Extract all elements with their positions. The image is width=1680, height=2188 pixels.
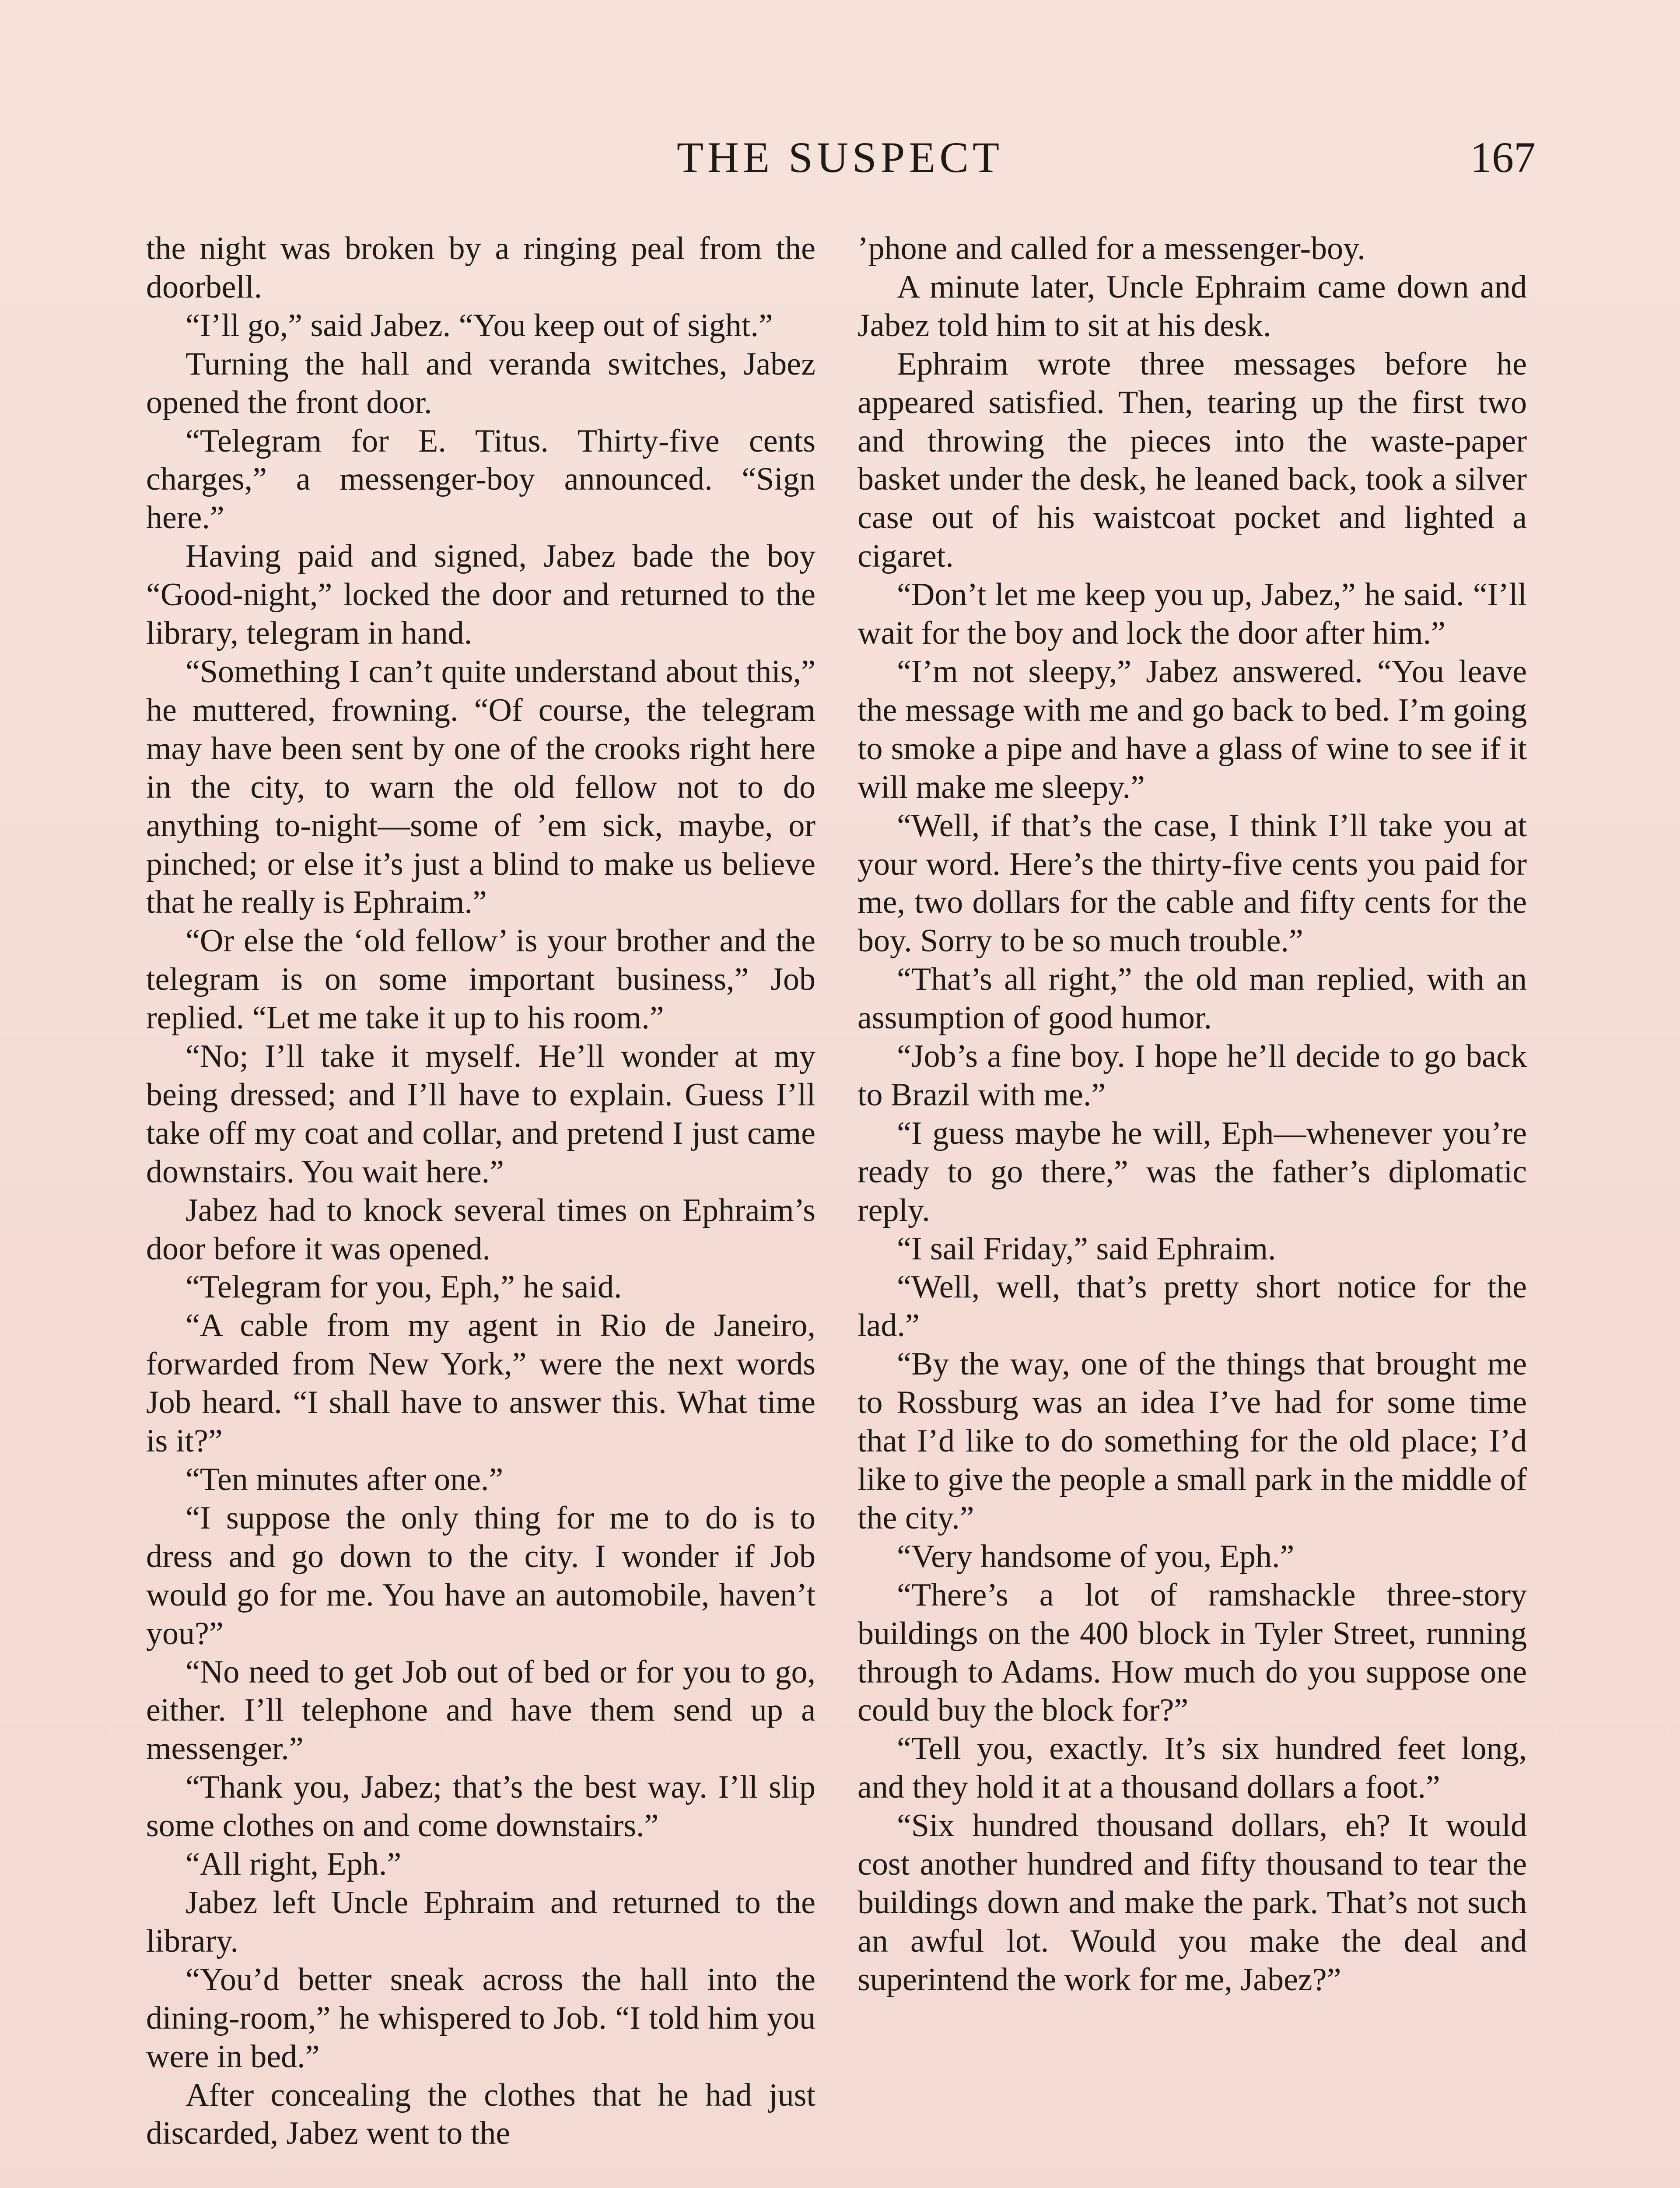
page-number: 167 <box>1470 133 1536 182</box>
paragraph: “Something I can’t quite understand about this,” he muttered, frowning. “Of course, the telegram may have been sent by one of the crooks right here in the city, to warn the old fellow not to do anything to-night—some of ’em sick, maybe, or pinched; or else it’s just a blind to make us believe that he really is Ephraim.” <box>146 653 816 921</box>
paragraph: “Thank you, Jabez; that’s the best way. I’ll slip some clothes on and come downstairs.” <box>146 1769 816 1844</box>
paragraph: “A cable from my agent in Rio de Janeiro, forwarded from New York,” were the next words Job heard. “I shall have to answer this. What time is it?” <box>146 1308 816 1459</box>
paragraph: “Telegram for you, Eph,” he said. <box>186 1269 622 1305</box>
paragraph: Jabez had to knock several times on Ephraim’s door before it was opened. <box>146 1192 816 1267</box>
paragraph: “I’ll go,” said Jabez. “You keep out of sight.” <box>186 307 773 344</box>
paragraph: Turning the hall and veranda switches, Jabez opened the front door. <box>146 346 816 421</box>
right-text-column <box>858 230 1527 1999</box>
paragraph: “No need to get Job out of bed or for you to go, either. I’ll telephone and have them send up a messenger.” <box>146 1654 816 1767</box>
paragraph: Having paid and signed, Jabez bade the boy “Good-night,” locked the door and returned to the library, telegram in hand. <box>146 538 816 652</box>
paragraph: “Tell you, exactly. It’s six hundred feet long, and they hold it at a thousand dollars a foot.” <box>858 1731 1527 1806</box>
paragraph: “Or else the ‘old fellow’ is your brother and the telegram is on some important business,” Job replied. “Let me take it up to his room.” <box>146 923 816 1036</box>
paragraph: “I suppose the only thing for me to do is to dress and go down to the city. I wonder if Job would go for me. You have an automobile, haven’t you?” <box>146 1500 816 1652</box>
paragraph: “Telegram for E. Titus. Thirty-five cents charges,” a messenger-boy announced. “Sign here.” <box>146 423 816 536</box>
paragraph: “Six hundred thousand dollars, eh? It would cost another hundred and fifty thousand to tear the buildings down and make the park. That’s not such an awful lot. Would you make the deal and superintend the work for me, Jabez?” <box>858 1808 1527 1998</box>
left-text-column <box>146 230 816 2153</box>
paragraph: “By the way, one of the things that brought me to Rossburg was an idea I’ve had for some time that I’d like to do something for the old place; I’d like to give the people a small park in the middle of the city.” <box>858 1346 1527 1536</box>
paragraph: “You’d better sneak across the hall into the dining-room,” he whispered to Job. “I told him you were in bed.” <box>146 1961 816 2075</box>
paragraph: “That’s all right,” the old man replied, with an assumption of good humor. <box>858 961 1527 1036</box>
paragraph: “All right, Eph.” <box>186 1846 402 1883</box>
paragraph: “Very handsome of you, Eph.” <box>897 1538 1295 1574</box>
paragraph: A minute later, Uncle Ephraim came down and Jabez told him to sit at his desk. <box>858 269 1527 344</box>
paragraph: the night was broken by a ringing peal from the doorbell. <box>146 231 816 305</box>
paragraph: “I guess maybe he will, Eph—whenever you’re ready to go there,” was the father’s diplomatic reply. <box>858 1115 1527 1228</box>
paragraph: ’phone and called for a messenger-boy. <box>858 231 1365 266</box>
running-title: THE SUSPECT <box>676 133 1004 182</box>
paragraph: Jabez left Uncle Ephraim and returned to the library. <box>146 1884 816 1959</box>
paragraph: After concealing the clothes that he had just discarded, Jabez went to the <box>146 2077 816 2152</box>
paragraph: Ephraim wrote three messages before he appeared satisfied. Then, tearing up the first two and throwing the pieces into the waste-paper basket under the desk, he leaned back, took a silver case out of his waistcoat pocket and lighted a cigaret. <box>858 346 1527 575</box>
paragraph: “Ten minutes after one.” <box>186 1462 504 1497</box>
paragraph: “I sail Friday,” said Ephraim. <box>897 1231 1276 1267</box>
paragraph: “No; I’ll take it myself. He’ll wonder at my being dressed; and I’ll have to explain. Guess I’ll take off my coat and collar, and pretend I just came downstairs. You wait here.” <box>146 1038 816 1190</box>
paragraph: “I’m not sleepy,” Jabez answered. “You leave the message with me and go back to bed. I’m going to smoke a pipe and have a glass of wine to see if it will make me sleepy.” <box>858 653 1527 805</box>
paragraph: “Well, if that’s the case, I think I’ll take you at your word. Here’s the thirty-five cents you paid for me, two dollars for the cable and fifty cents for the boy. Sorry to be so much trouble.” <box>858 807 1527 959</box>
paragraph: “There’s a lot of ramshackle three-story buildings on the 400 block in Tyler Street, running through to Adams. How much do you suppose one could buy the block for?” <box>858 1577 1527 1729</box>
page-header <box>144 127 1536 188</box>
paragraph: “Don’t let me keep you up, Jabez,” he said. “I’ll wait for the boy and lock the door after him.” <box>858 577 1527 652</box>
paragraph: “Job’s a fine boy. I hope he’ll decide to go back to Brazil with me.” <box>858 1038 1527 1113</box>
paragraph: “Well, well, that’s pretty short notice for the lad.” <box>858 1269 1527 1344</box>
